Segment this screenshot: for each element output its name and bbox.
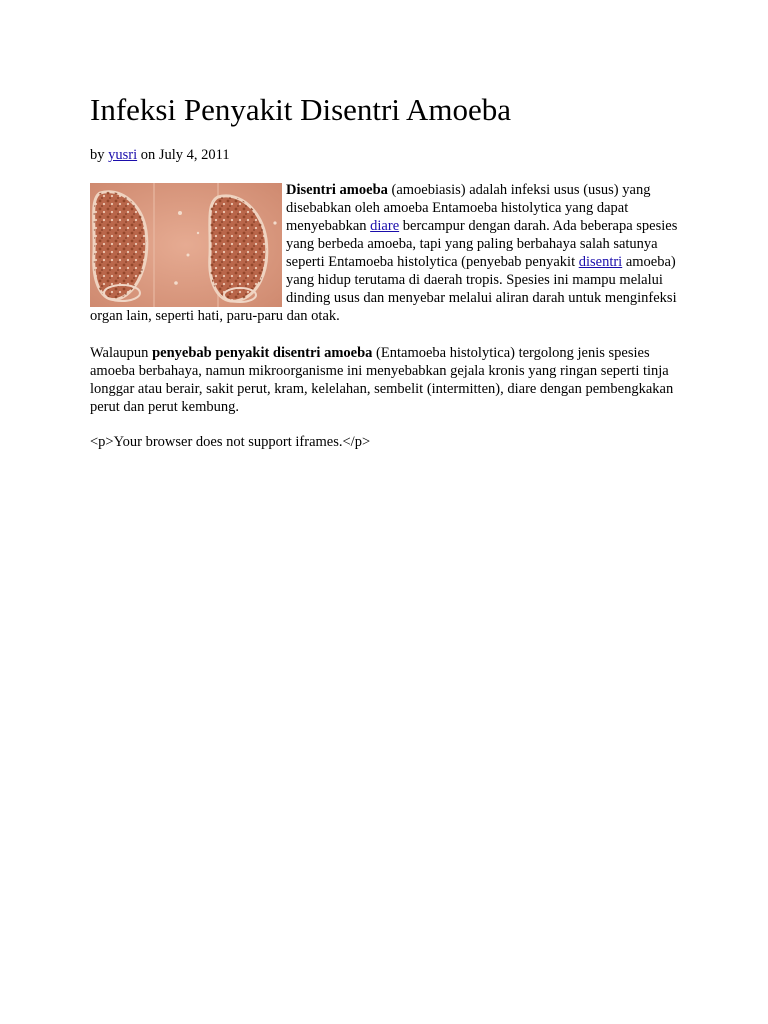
link-disentri[interactable]: disentri bbox=[578, 254, 623, 270]
para1-text-3: amoeba) yang hidup terutama di daerah tropis. Spesies ini mampu melalui dinding usus dan menyebar melalui aliran darah untuk menginfeksi organ lain, seperti hati, paru-paru dan otak. bbox=[90, 254, 677, 324]
byline-middle: on bbox=[140, 147, 156, 163]
article-title: Infeksi Penyakit Disentri Amoeba bbox=[90, 92, 511, 127]
link-diare[interactable]: diare bbox=[370, 218, 400, 234]
author-link[interactable]: yusri bbox=[108, 147, 138, 163]
paragraph-1 bbox=[90, 181, 680, 325]
paragraph-2 bbox=[90, 344, 690, 416]
byline bbox=[90, 145, 230, 165]
article-body bbox=[90, 181, 680, 450]
iframe-fallback-text: <p>Your browser does not support iframes.</p> bbox=[90, 434, 371, 450]
byline-prefix: by bbox=[90, 147, 105, 163]
term-disentri-amoeba: Disentri amoeba bbox=[286, 182, 388, 198]
para1-text-2: bercampur dengan darah. Ada beberapa spesies yang berbeda amoeba, tapi yang paling berbahaya salah satunya seperti Entamoeba histolytica (penyebab penyakit bbox=[286, 218, 678, 270]
term-penyebab: penyebab penyakit disentri amoeba bbox=[152, 345, 373, 361]
para1-text-1: (amoebiasis) adalah infeksi usus (usus) yang disebabkan oleh amoeba Entamoeba histolytica yang dapat menyebabkan bbox=[286, 182, 651, 234]
publish-date: July 4, 2011 bbox=[158, 147, 230, 163]
amoeba-micrograph-image bbox=[90, 183, 282, 307]
para2-text-1: Walaupun bbox=[90, 345, 153, 361]
para2-text-2: (Entamoeba histolytica) tergolong jenis spesies amoeba berbahaya, namun mikroorganisme ini menyebabkan gejala kronis yang ringan seperti tinja longgar atau berair, sakit perut, kram, kelelahan, sembelit (intermitten), diare dengan pembengkakan perut dan perut kembung. bbox=[90, 345, 674, 415]
